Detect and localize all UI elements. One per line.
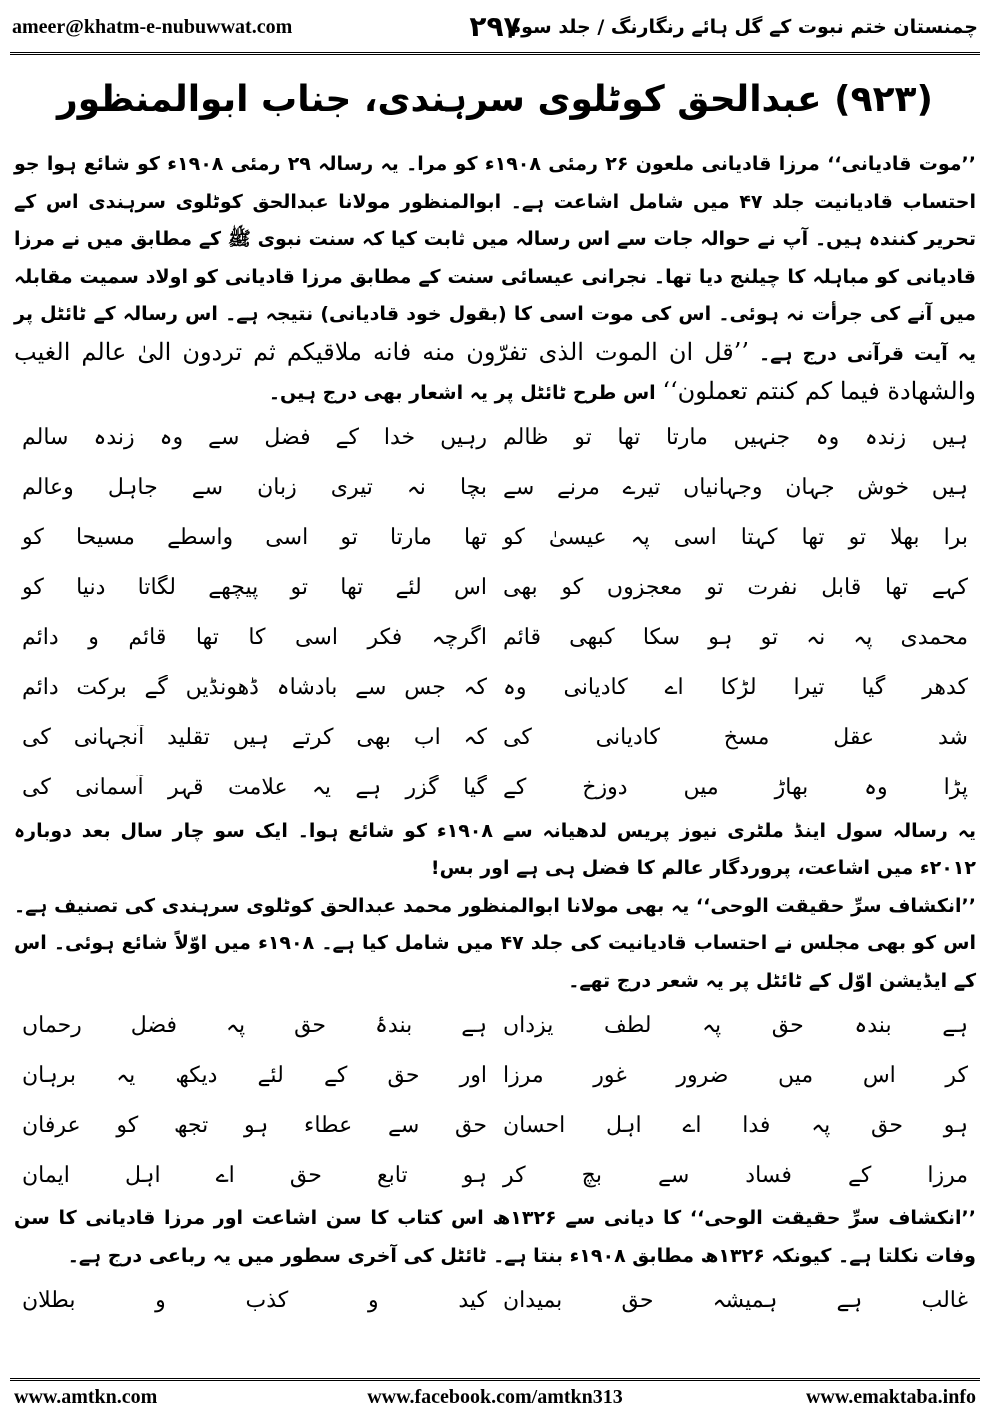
quranic-ayah: ’’قل ان الموت الذی تفرّون منه فانه ملاقیکم ثم تردون الیٰ عالم الغیب والشهادة فیما کم کنتم تعملون‘‘ [14, 337, 976, 405]
header-email[interactable]: ameer@khatm-e-nubuwwat.com [12, 16, 293, 38]
verse-hemistich-left: کہ اب بھی کرتے ہیں تقلید آنجہانی کی [22, 725, 487, 750]
verse-row [14, 563, 976, 613]
verse-hemistich-left: کید و کذب و بطلان [22, 1287, 487, 1313]
verse-hemistich-left: ہے بندۂ حق پہ فضل رحماں [22, 1012, 487, 1038]
paragraph-publication-note: یہ رسالہ سول اینڈ ملٹری نیوز پریس لدھیانہ سے ۱۹۰۸ء کو شائع ہوا۔ ایک سو چار سال بعد دوبارہ ۲۰۱۲ء میں اشاعت، پروردگار عالم کا فضل ہی ہے اور بس! [14, 819, 976, 879]
paragraph-abjad-date: ’’انکشاف سرِّ حقیقت الوحی‘‘ کا دیانی سے ۱۳۲۶ھ اس کتاب کا سن اشاعت اور مرزا قادیانی کا سن وفات نکلتا ہے۔ کیونکہ ۱۳۲۶ھ مطابق ۱۹۰۸ء بنتا ہے۔ ٹائٹل کی آخری سطور میں یہ رباعی درج ہے۔ [14, 1207, 976, 1267]
verse-hemistich-right: غالب ہے ہمیشہ حق بمیدان [503, 1287, 968, 1313]
verse-row [14, 1275, 976, 1325]
verse-hemistich-left: حق سے عطاء ہو تجھ کو عرفان [22, 1112, 487, 1138]
page-header [10, 6, 980, 58]
verse-hemistich-right: محمدی پہ نہ تو ہو سکا کبھی قائم [503, 625, 968, 650]
verse-row [14, 613, 976, 663]
verse-hemistich-right: کہے تھا قابل نفرت تو معجزوں کو بھی [503, 575, 968, 600]
verse-hemistich-left: اگرچہ فکر اسی کا تھا قائم و دائم [22, 625, 487, 650]
verse-row [14, 663, 976, 713]
verse-hemistich-right: ہیں خوش جہان وجہانیاں تیرے مرنے سے [503, 475, 968, 500]
verse-hemistich-left: تھا مارتا تو اسی واسطے مسیحا کو [22, 525, 487, 550]
footer-link-emaktaba[interactable]: www.emaktaba.info [805, 1386, 976, 1408]
verse-row [14, 1050, 976, 1100]
verse-row [14, 1000, 976, 1050]
paragraph-text: اس طرح ٹائٹل پر یہ اشعار بھی درج ہیں۔ [268, 382, 656, 404]
verse-hemistich-right: ہو حق پہ فدا اے اہل احسان [503, 1112, 968, 1138]
verse-hemistich-left: رہیں خدا کے فضل سے وہ زندہ سالم [22, 425, 487, 450]
section-title: (۹۲۳) عبدالحق کوٹلوی سرہندی، جناب ابوالمنظور [57, 79, 933, 120]
verse-hemistich-right: پڑا وہ بھاڑ میں دوزخ کے [503, 775, 968, 800]
verse-row [14, 513, 976, 563]
footer-link-amtkn[interactable]: www.amtkn.com [14, 1386, 158, 1408]
paragraph-text: ’’موت قادیانی‘‘ مرزا قادیانی ملعون ۲۶ رمئی ۱۹۰۸ء کو مرا۔ یہ رسالہ ۲۹ رمئی ۱۹۰۸ء کو شائع ہوا جو احتساب قادیانیت جلد ۴۷ میں شامل اشاعت ہے۔ ابوالمنظور مولانا عبدالحق کوٹلوی سرہندی اس کے تحریر کنندہ ہیں۔ آپ نے حوالہ جات سے اس رسالہ میں ثابت کیا کہ سنت نبوی ﷺ کے مطابق میں نے مرزا قادیانی کو مباہلہ کا چیلنج دیا تھا۔ نجرانی عیسائی سنت کے مطابق مرزا قادیانی کو اولاد سمیت مقابلہ میں آنے کی جرأت نہ ہوئی۔ اس کی موت اسی کا (بقول خود قادیانی) نتیجہ ہے۔ اس رسالہ کے ٹائٹل پر یہ آیت قرآنی درج ہے۔ [14, 153, 977, 365]
verse-hemistich-right: شد عقل مسخ کادیانی کی [503, 725, 968, 750]
paragraph-maut-qadiani [14, 146, 976, 413]
verse-row [14, 413, 976, 463]
book-title: چمنستان ختم نبوت کے گل ہائے رنگارنگ / جلد سوم [507, 16, 978, 38]
page-footer [10, 1382, 980, 1412]
header-divider [10, 52, 980, 55]
page-number: ۲۹۷ [469, 10, 521, 43]
verse-row [14, 1100, 976, 1150]
poem-block-2 [14, 1000, 976, 1200]
poem-block-3 [14, 1275, 976, 1325]
verse-hemistich-left: گیا گزر ہے یہ علامت قہر آسمانی کی [22, 775, 487, 800]
verse-hemistich-left: اور حق کے لئے دیکھ یہ برہان [22, 1062, 487, 1088]
verse-hemistich-left: ہو تابع حق اے اہل ایمان [22, 1162, 487, 1188]
paragraph-inkishaf: ’’انکشاف سرِّ حقیقت الوحی‘‘ یہ بھی مولانا ابوالمنظور محمد عبدالحق کوٹلوی سرہندی کی تصنیف ہے۔ اس کو بھی مجلس نے احتساب قادیانیت کی جلد ۴۷ میں شامل کیا ہے۔ ۱۹۰۸ء میں اوّلاً شائع ہوئی۔ اس کے ایڈیشن اوّل کے ٹائٹل پر یہ شعر درج تھے۔ [14, 894, 976, 992]
verse-hemistich-left: بچا نہ تیری زبان سے جاہل وعالم [22, 475, 487, 500]
verse-hemistich-right: برا بھلا تو تھا کہتا اسی پہ عیسیٰ کو [503, 525, 968, 550]
verse-row [14, 463, 976, 513]
poem-block-1 [14, 413, 976, 813]
footer-divider [10, 1378, 980, 1381]
verse-hemistich-right: کدھر گیا تیرا لڑکا اے کادیانی وہ [503, 675, 968, 700]
verse-hemistich-right: ہے بندہ حق پہ لطف یزداں [503, 1012, 968, 1038]
verse-hemistich-right: ہیں زندہ وہ جنہیں مارتا تھا تو ظالم [503, 425, 968, 450]
footer-link-facebook[interactable]: www.facebook.com/amtkn313 [367, 1386, 623, 1408]
verse-row [14, 713, 976, 763]
verse-hemistich-right: مرزا کے فساد سے بچ کر [503, 1162, 968, 1188]
verse-hemistich-left: اس لئے تھا تو پیچھے لگاتا دنیا کو [22, 575, 487, 600]
verse-row [14, 1150, 976, 1200]
verse-hemistich-right: کر اس میں ضرور غور مرزا [503, 1062, 968, 1088]
body-content [14, 146, 976, 1325]
verse-hemistich-left: کہ جس سے بادشاہ ڈھونڈیں گے برکت دائم [22, 675, 487, 700]
verse-row [14, 763, 976, 813]
